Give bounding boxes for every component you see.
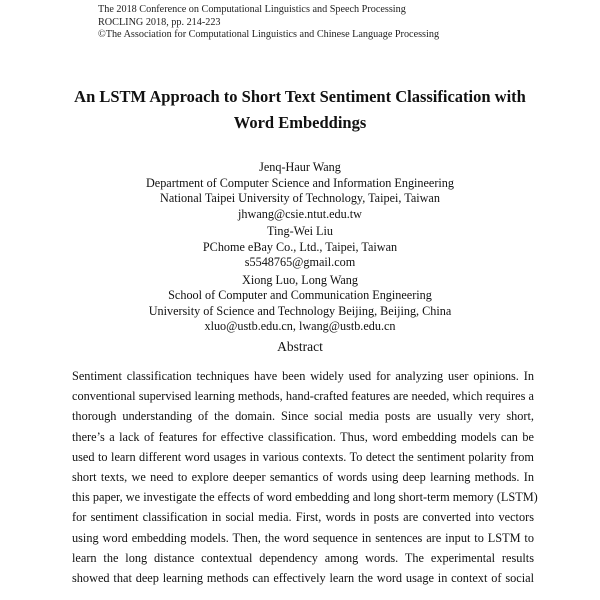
author-email: jhwang@csie.ntut.edu.tw — [238, 206, 362, 221]
title-line-1: An LSTM Approach to Short Text Sentiment Classification with — [74, 87, 526, 106]
conference-header — [98, 4, 439, 42]
abstract-line: Sentiment classification techniques have been widely used for analyzing user opinions. In — [72, 369, 534, 383]
abstract-line: there’s a lack of features for effective classification. Thus, word embedding models can be — [72, 429, 534, 444]
abstract-line: for sentiment classification in social media. First, words in posts are converted into vectors — [72, 510, 534, 525]
author-affiliation: PChome eBay Co., Ltd., Taipei, Taiwan — [202, 239, 398, 254]
abstract-line: using word embedding models. Then, the word sequence in sentences are input to LSTM to — [72, 530, 534, 545]
abstract-line: short texts, we need to explore deeper semantics of words using deep learning methods. In — [72, 470, 534, 485]
author-affiliation: National Taipei University of Technology, Taipei, Taiwan — [160, 191, 440, 205]
author-name: Ting-Wei Liu — [267, 224, 333, 238]
abstract-line: showed that deep learning methods can effectively learn the word usage in context of social — [72, 571, 534, 586]
abstract-line: used to learn different word usages in various contexts. To detect the sentiment polarity from — [72, 449, 534, 464]
abstract-line: conventional supervised learning methods, hand-crafted features are needed, which requires a — [72, 389, 534, 404]
author-affiliation: University of Science and Technology Beijing, Beijing, China — [148, 303, 452, 318]
proceedings-pages: ROCLING 2018, pp. 214-223 — [98, 16, 221, 28]
author-affiliation: Department of Computer Science and Information Engineering — [146, 175, 454, 190]
conference-name: The 2018 Conference on Computational Linguistics and Speech Processing — [98, 4, 406, 15]
abstract-line: learn the long distance contextual dependency among words. The experimental results — [72, 550, 534, 565]
title-line-2: Word Embeddings — [233, 113, 367, 132]
author-block-1 — [0, 160, 600, 222]
abstract-text — [72, 366, 538, 588]
copyright-notice: ©The Association for Computational Linguistics and Chinese Language Processing — [98, 29, 440, 41]
author-email: xluo@ustb.edu.cn, lwang@ustb.edu.cn — [204, 319, 396, 333]
abstract-line: thorough understanding of the domain. Since social media posts are usually very short, — [72, 409, 534, 424]
author-affiliation: School of Computer and Communication Engineering — [168, 288, 432, 302]
author-name: Jenq-Haur Wang — [259, 160, 341, 174]
author-name: Xiong Luo, Long Wang — [242, 272, 358, 287]
paper-title — [0, 84, 600, 136]
abstract-heading: Abstract — [277, 339, 323, 354]
abstract-line: this paper, we investigate the effects of word embedding and long short-term memory (LSTM) — [72, 490, 538, 505]
author-email: s5548765@gmail.com — [244, 255, 356, 269]
author-block-2 — [0, 224, 600, 271]
author-list — [0, 160, 600, 337]
author-block-3 — [0, 273, 600, 335]
